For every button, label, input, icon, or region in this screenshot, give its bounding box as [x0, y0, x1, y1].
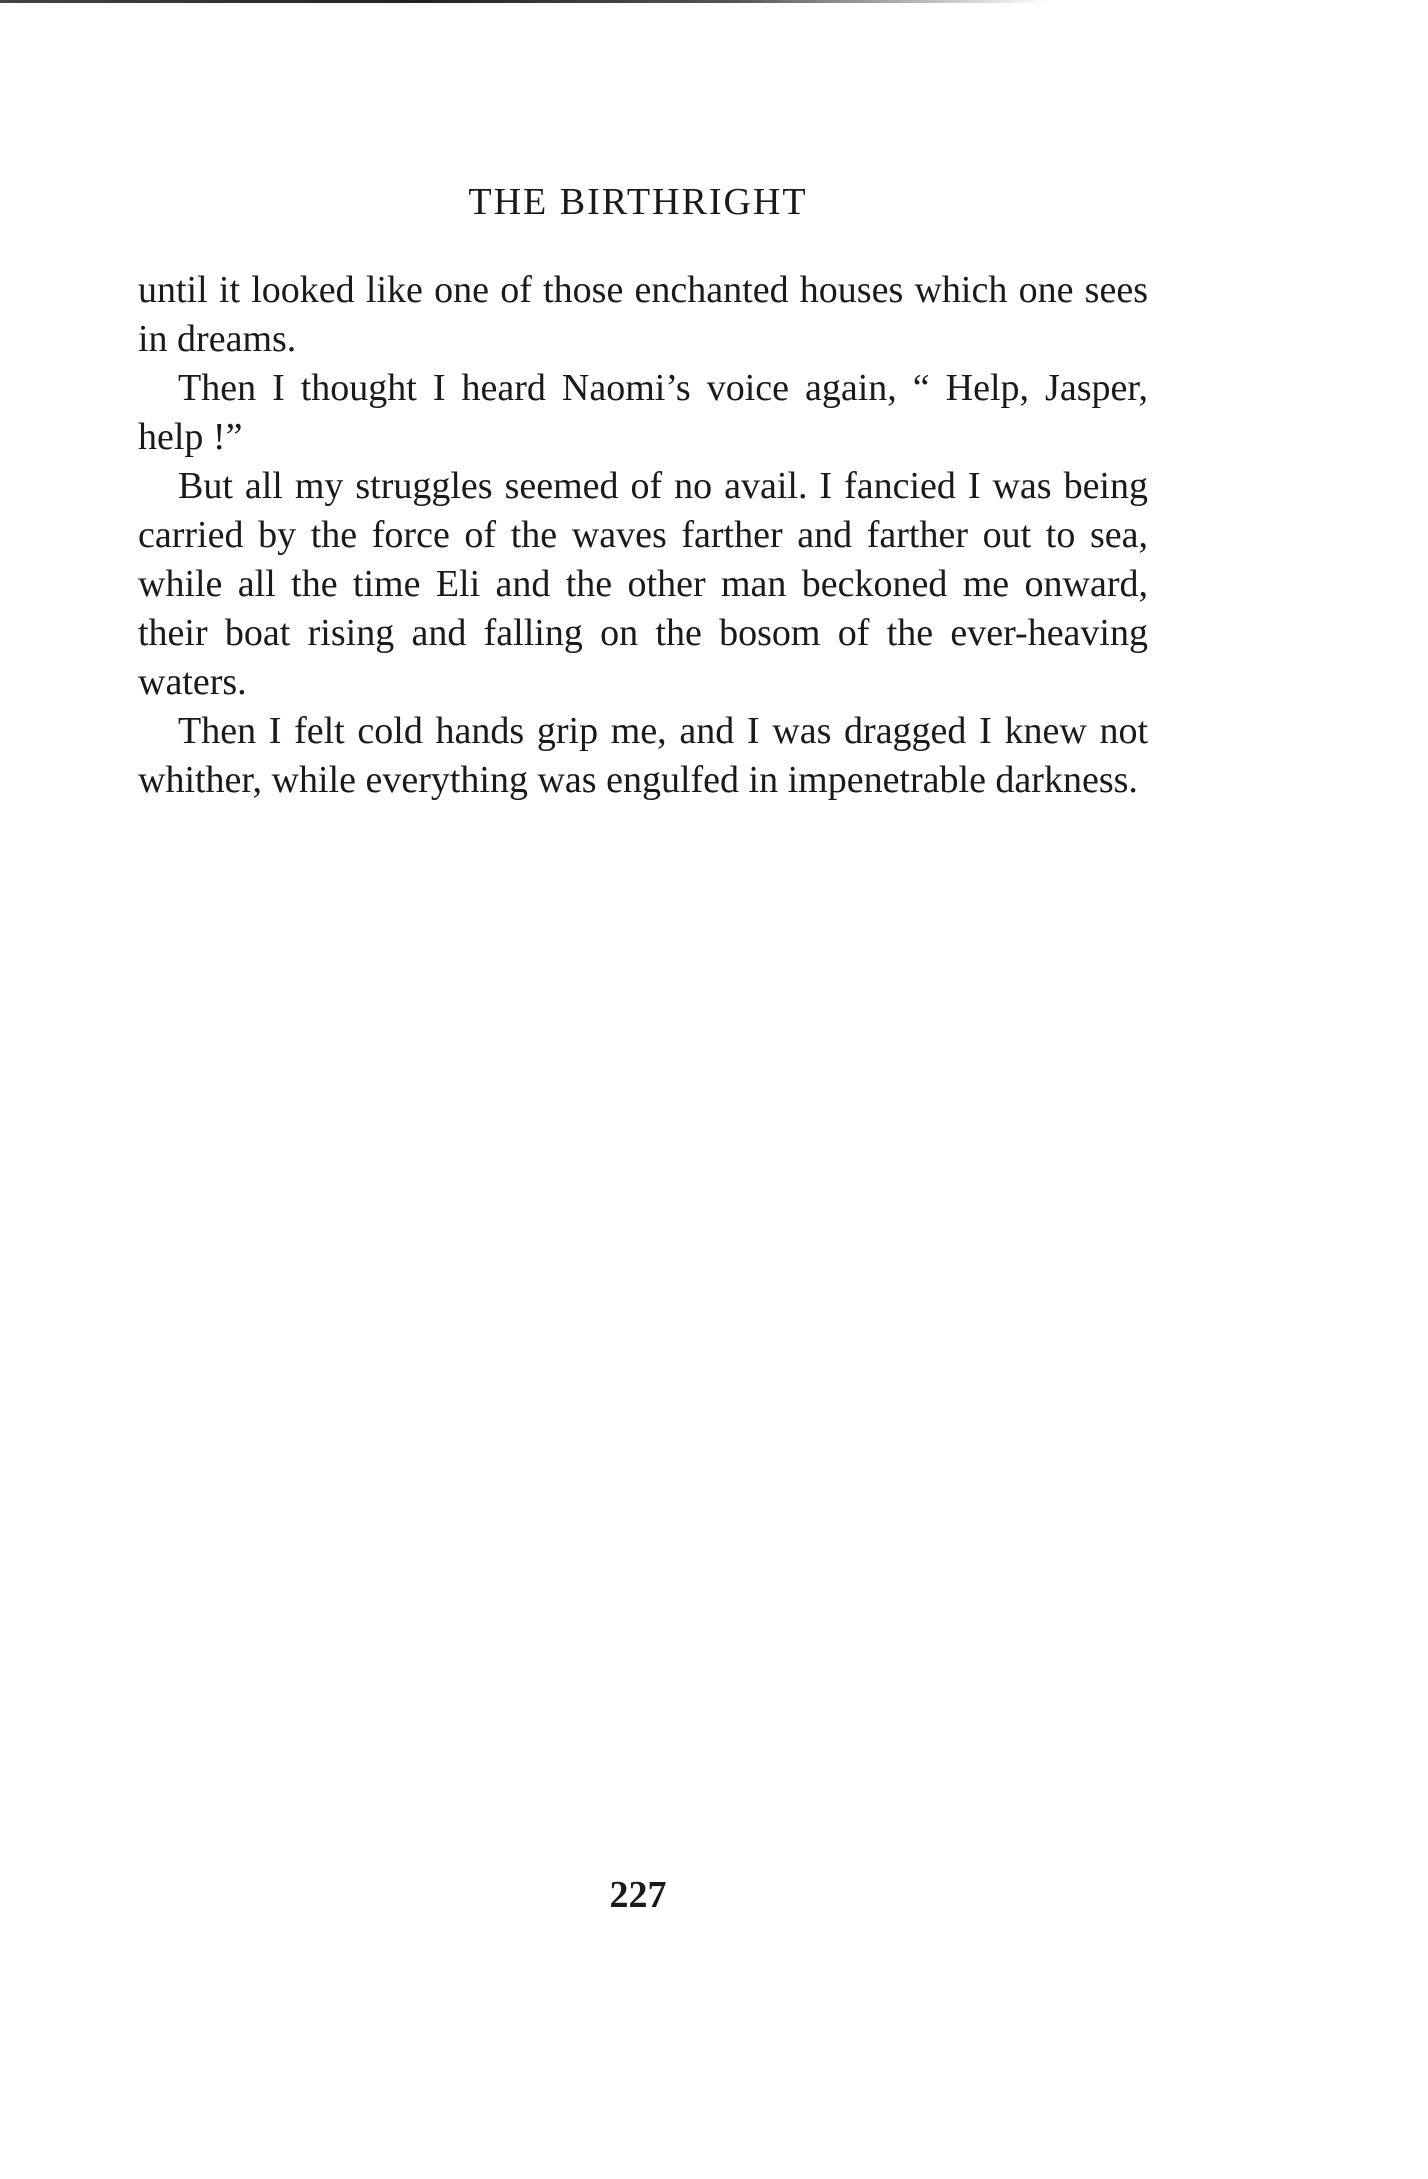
paragraph: Then I felt cold hands grip me, and I was dragged I knew not whither, while everything was engulfed in impenetrable darkness. — [138, 710, 1148, 801]
running-head: THE BIRTHRIGHT — [468, 181, 808, 223]
page-number: 227 — [609, 1874, 667, 1916]
paragraph-continued: until it looked like one of those enchanted houses which one sees in dreams. — [138, 269, 1148, 360]
body-text — [138, 266, 1148, 805]
page-top-edge — [0, 0, 1050, 3]
paragraph: But all my struggles seemed of no avail. I fancied I was being carried by the force of the waves farther and farther out to sea, while all the time Eli and the other man beckoned me onward, their boat rising and falling on the bosom of the ever-heaving waters. — [138, 465, 1148, 703]
paragraph: Then I thought I heard Naomi’s voice again, “ Help, Jasper, help !” — [138, 367, 1148, 458]
